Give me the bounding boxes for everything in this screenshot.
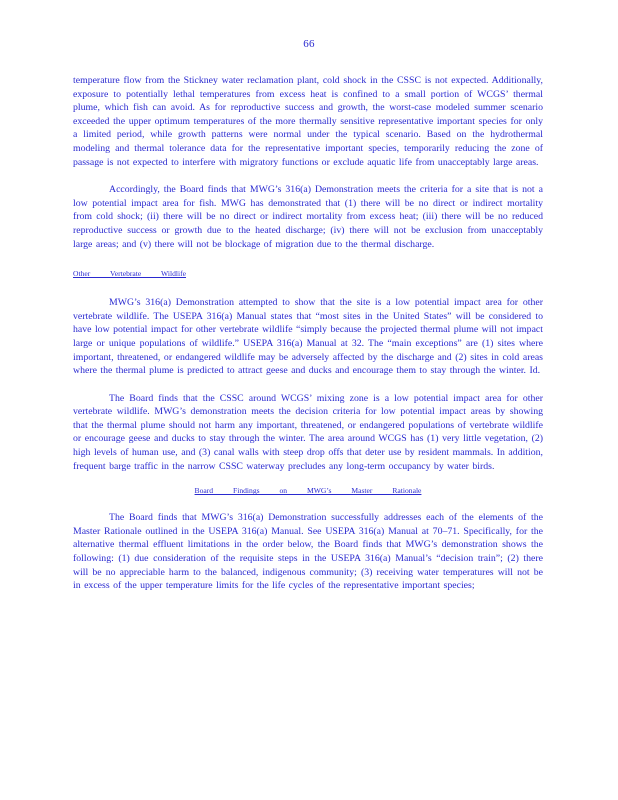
- paragraph-board-finds-fish: Accordingly, the Board finds that MWG’s 316(a) Demonstration meets the criteria for a site that is not a low potential impact area for fish. MWG has demonstrated that (1) there will be no direct or indirect mortality from cold shock; (ii) there will be no direct or indirect mortality from excess heat; (iii) there will be no reduced reproductive success or growth due to the heated discharge; (iv) there will not be exclusion from unacceptably large areas; and (v) there will not be blockage of migration due to the thermal discharge.: [73, 184, 543, 250]
- paragraph-cold-shock: temperature flow from the Stickney water reclamation plant, cold shock in the CSSC is not expected. Additionally, exposure to potentially lethal temperatures from excess heat is confined to a small portion of WCGS’ thermal plume, which fish can avoid. As for reproductive success and growth, the worst-case modeled summer scenario exceeded the upper optimum temperatures of the more thermally sensitive representative important species for only a limited period, while growth patterns were normal under the typical scenario. Based on the hydrothermal modeling and thermal tolerance data for the representative important species, temporarily reducing the zone of passage is not expected to interfere with migratory functions or exclude aquatic life from unacceptably large areas.: [73, 75, 543, 168]
- paragraph-master-rationale: The Board finds that MWG’s 316(a) Demonstration successfully addresses each of the elements of the Master Rationale outlined in the USEPA 316(a) Manual. See USEPA 316(a) Manual at 70–71. Specifically, for the alternative thermal effluent limitations in the order below, the Board finds that MWG’s demonstration shows the following: (1) due consideration of the requisite steps in the USEPA 316(a) Manual’s “decision train”; (2) there will be no appreciable harm to the balanced, indigenous community; (3) receiving water temperatures will not be in excess of the upper temperature limits for the life cycles of the representative important species;: [73, 512, 543, 592]
- page-body: [73, 74, 543, 593]
- section-heading-master-rationale: Board Findings on MWG’s Master Rationale: [194, 486, 422, 496]
- paragraph-board-finds-vertebrate: The Board finds that the CSSC around WCGS’ mixing zone is a low potential impact area for other vertebrate wildlife. MWG’s demonstration meets the decision criteria for low potential impact areas by showing that the thermal plume should not harm any important, threatened, or endangered populations of vertebrate wildlife or encourage geese and ducks to stay through the winter. The area around WCGS has (1) very little vegetation, (2) high levels of human use, and (3) canal walls with steep drop offs that deter use by resident mammals. In addition, frequent barge traffic in the narrow CSSC waterway precludes any long-term occupancy by water birds.: [73, 392, 543, 472]
- section-heading-other-vertebrate-wildlife: Other Vertebrate Wildlife: [73, 269, 187, 279]
- page-number: 66: [303, 38, 315, 50]
- paragraph-vertebrate-demonstration: MWG’s 316(a) Demonstration attempted to show that the site is a low potential impact area for other vertebrate wildlife. The USEPA 316(a) Manual states that “most sites in the United States” will be considered to have low potential impact for other vertebrate wildlife “simply because the projected thermal plume will not impact large or unique populations of wildlife.” USEPA 316(a) Manual at 32. The “main exceptions” are (1) sites where important, threatened, or endangered wildlife may be adversely affected by the discharge and (2) sites in cold areas where the thermal plume is predicted to attract geese and ducks and encourage them to stay through the winter. Id.: [73, 297, 543, 377]
